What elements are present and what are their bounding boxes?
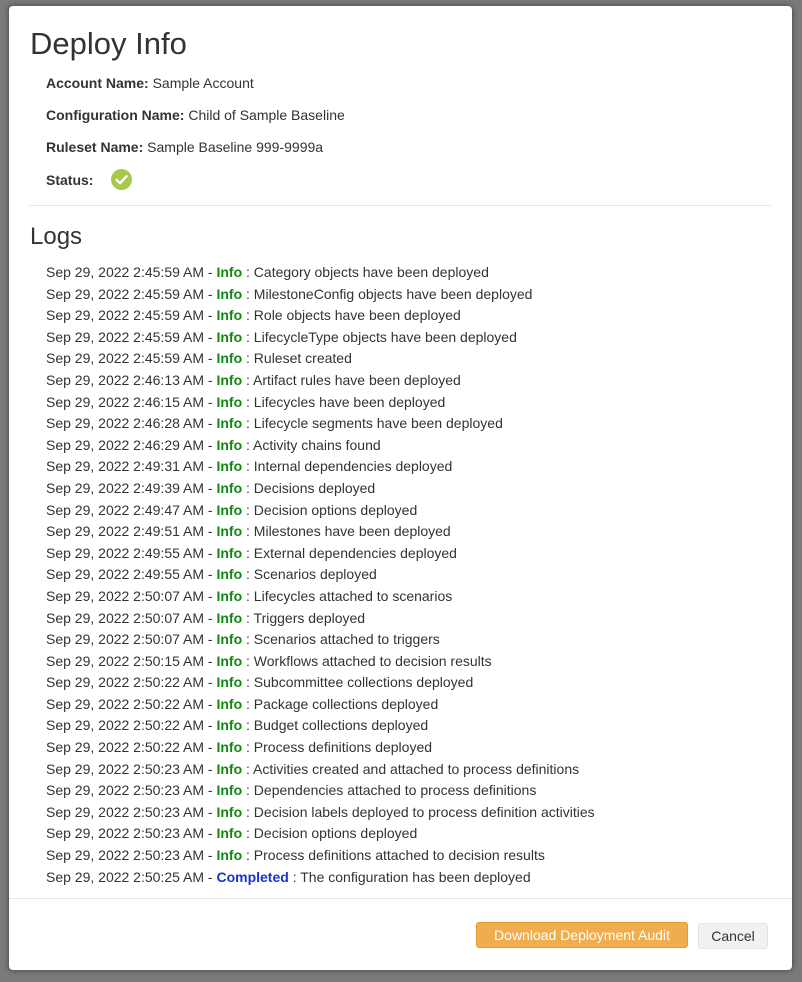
log-message: Scenarios deployed <box>253 566 377 583</box>
log-level: Info <box>216 371 243 388</box>
log-message: Lifecycles attached to scenarios <box>253 587 453 604</box>
log-message: Subcommittee collections deployed <box>253 674 474 691</box>
log-entry: Sep 29, 2022 2:50:22 AM - Info : Budget collections deployed <box>46 717 429 734</box>
log-level: Info <box>216 566 243 583</box>
account-name-row <box>46 74 254 92</box>
log-message: Lifecycles have been deployed <box>253 393 446 410</box>
status-label: Status: <box>46 172 94 188</box>
footer-divider <box>9 898 792 899</box>
log-timestamp: Sep 29, 2022 2:45:59 AM <box>46 264 205 280</box>
log-timestamp: Sep 29, 2022 2:45:59 AM <box>46 285 205 302</box>
log-timestamp: Sep 29, 2022 2:50:23 AM <box>46 803 205 820</box>
log-entry: Sep 29, 2022 2:49:47 AM - Info : Decision options deployed <box>46 501 418 518</box>
log-level: Info <box>216 652 243 669</box>
log-timestamp: Sep 29, 2022 2:49:47 AM <box>46 501 205 518</box>
log-entry: Sep 29, 2022 2:46:15 AM - Info : Lifecycles have been deployed <box>46 393 446 410</box>
log-message: Decision labels deployed to process definition activities <box>253 803 595 820</box>
log-message: Workflows attached to decision results <box>253 652 492 669</box>
log-level: Info <box>216 587 243 604</box>
log-message: Ruleset created <box>253 350 352 367</box>
log-timestamp: Sep 29, 2022 2:50:23 AM <box>46 760 205 777</box>
log-entry: Sep 29, 2022 2:49:55 AM - Info : Scenarios deployed <box>46 566 377 583</box>
log-timestamp: Sep 29, 2022 2:50:23 AM <box>46 847 205 864</box>
log-level: Info <box>216 479 243 496</box>
log-message: LifecycleType objects have been deployed <box>253 328 517 345</box>
log-entry: Sep 29, 2022 2:46:28 AM - Info : Lifecycle segments have been deployed <box>46 415 503 432</box>
log-message: Scenarios attached to triggers <box>253 631 440 648</box>
log-timestamp: Sep 29, 2022 2:50:22 AM <box>46 717 205 734</box>
log-entry: Sep 29, 2022 2:50:23 AM - Info : Decision options deployed <box>46 825 418 842</box>
log-message: Budget collections deployed <box>253 717 429 734</box>
ruleset-name-label: Ruleset Name: <box>46 139 144 155</box>
log-entry: Sep 29, 2022 2:45:59 AM - Info : Category objects have been deployed <box>46 264 489 280</box>
log-timestamp: Sep 29, 2022 2:46:15 AM <box>46 393 205 410</box>
log-entry: Sep 29, 2022 2:50:15 AM - Info : Workflows attached to decision results <box>46 652 492 669</box>
log-timestamp: Sep 29, 2022 2:50:07 AM <box>46 587 205 604</box>
log-timestamp: Sep 29, 2022 2:50:23 AM <box>46 782 205 799</box>
logs-title: Logs <box>30 223 83 250</box>
log-message: External dependencies deployed <box>253 544 457 561</box>
log-timestamp: Sep 29, 2022 2:50:23 AM <box>46 825 205 842</box>
log-level: Info <box>216 307 243 324</box>
log-level: Info <box>216 609 243 626</box>
log-timestamp: Sep 29, 2022 2:49:39 AM <box>46 479 205 496</box>
log-level: Info <box>216 544 243 561</box>
log-entry: Sep 29, 2022 2:45:59 AM - Info : LifecycleType objects have been deployed <box>46 328 517 345</box>
log-timestamp: Sep 29, 2022 2:46:28 AM <box>46 415 205 432</box>
log-level: Info <box>216 458 243 475</box>
status-row <box>46 171 93 189</box>
log-message: The configuration has been deployed <box>300 868 531 885</box>
log-timestamp: Sep 29, 2022 2:50:07 AM <box>46 609 205 626</box>
log-level: Info <box>216 739 243 756</box>
log-entry: Sep 29, 2022 2:50:22 AM - Info : Package collections deployed <box>46 695 439 712</box>
log-entry: Sep 29, 2022 2:46:29 AM - Info : Activity chains found <box>46 436 381 453</box>
log-entry: Sep 29, 2022 2:49:51 AM - Info : Milestones have been deployed <box>46 523 451 540</box>
log-timestamp: Sep 29, 2022 2:50:25 AM <box>46 868 205 885</box>
log-timestamp: Sep 29, 2022 2:49:51 AM <box>46 523 205 540</box>
log-list <box>46 262 776 888</box>
check-circle-icon <box>111 169 132 190</box>
log-message: Decision options deployed <box>253 825 418 842</box>
log-timestamp: Sep 29, 2022 2:49:55 AM <box>46 566 205 583</box>
account-name-value: Sample Account <box>152 75 254 91</box>
log-entry: Sep 29, 2022 2:50:23 AM - Info : Decision labels deployed to process definition activities <box>46 803 595 820</box>
log-message: Process definitions attached to decision results <box>253 847 545 864</box>
log-level: Info <box>216 501 243 518</box>
log-timestamp: Sep 29, 2022 2:45:59 AM <box>46 328 205 345</box>
log-level: Info <box>216 674 243 691</box>
log-level: Info <box>216 631 243 648</box>
log-message: MilestoneConfig objects have been deployed <box>253 285 533 302</box>
log-message: Artifact rules have been deployed <box>253 371 461 388</box>
log-level: Info <box>216 523 243 540</box>
log-timestamp: Sep 29, 2022 2:50:22 AM <box>46 695 205 712</box>
log-timestamp: Sep 29, 2022 2:50:22 AM <box>46 674 205 691</box>
configuration-name-row <box>46 106 345 124</box>
log-level: Info <box>216 328 243 345</box>
log-message: Decisions deployed <box>253 479 376 496</box>
log-entry: Sep 29, 2022 2:50:07 AM - Info : Lifecycles attached to scenarios <box>46 587 453 604</box>
dialog-title: Deploy Info <box>30 26 187 61</box>
log-entry: Sep 29, 2022 2:50:25 AM - Completed : The configuration has been deployed <box>46 868 531 885</box>
log-message: Triggers deployed <box>253 609 366 626</box>
log-message: Dependencies attached to process definitions <box>253 782 537 799</box>
log-message: Internal dependencies deployed <box>253 458 453 475</box>
ruleset-name-value: Sample Baseline 999-9999a <box>147 139 324 155</box>
log-entry: Sep 29, 2022 2:50:23 AM - Info : Dependencies attached to process definitions <box>46 782 537 799</box>
log-level: Info <box>216 847 243 864</box>
configuration-name-label: Configuration Name: <box>46 107 185 123</box>
log-level: Info <box>216 415 243 432</box>
log-timestamp: Sep 29, 2022 2:45:59 AM <box>46 307 205 324</box>
log-level: Info <box>216 264 243 280</box>
log-level: Info <box>216 803 243 820</box>
log-level: Info <box>216 782 243 799</box>
log-entry: Sep 29, 2022 2:49:55 AM - Info : External dependencies deployed <box>46 544 457 561</box>
log-level: Info <box>216 695 243 712</box>
log-timestamp: Sep 29, 2022 2:46:29 AM <box>46 436 205 453</box>
log-entry: Sep 29, 2022 2:45:59 AM - Info : MilestoneConfig objects have been deployed <box>46 285 533 302</box>
log-message: Lifecycle segments have been deployed <box>253 415 503 432</box>
log-entry: Sep 29, 2022 2:50:07 AM - Info : Scenarios attached to triggers <box>46 631 440 648</box>
log-entry: Sep 29, 2022 2:49:31 AM - Info : Internal dependencies deployed <box>46 458 453 475</box>
log-timestamp: Sep 29, 2022 2:46:13 AM <box>46 371 205 388</box>
log-entry: Sep 29, 2022 2:46:13 AM - Info : Artifact rules have been deployed <box>46 371 461 388</box>
log-level: Info <box>216 393 243 410</box>
log-level: Completed <box>216 868 289 885</box>
log-level: Info <box>216 717 243 734</box>
configuration-name-value: Child of Sample Baseline <box>188 107 345 123</box>
log-timestamp: Sep 29, 2022 2:49:55 AM <box>46 544 205 561</box>
log-entry: Sep 29, 2022 2:49:39 AM - Info : Decisions deployed <box>46 479 376 496</box>
account-name-label: Account Name: <box>46 75 149 91</box>
log-timestamp: Sep 29, 2022 2:50:15 AM <box>46 652 205 669</box>
log-level: Info <box>216 825 243 842</box>
log-level: Info <box>216 350 243 367</box>
log-message: Decision options deployed <box>253 501 418 518</box>
log-level: Info <box>216 436 243 453</box>
log-entry: Sep 29, 2022 2:50:07 AM - Info : Triggers deployed <box>46 609 366 626</box>
log-message: Activities created and attached to process definitions <box>253 760 580 777</box>
log-level: Info <box>216 285 243 302</box>
log-message: Role objects have been deployed <box>253 307 461 324</box>
log-timestamp: Sep 29, 2022 2:45:59 AM <box>46 350 205 367</box>
log-timestamp: Sep 29, 2022 2:50:22 AM <box>46 739 205 756</box>
download-deployment-audit-button[interactable]: Download Deployment Audit <box>476 922 688 948</box>
log-timestamp: Sep 29, 2022 2:50:07 AM <box>46 631 205 648</box>
log-message: Package collections deployed <box>253 695 439 712</box>
log-entry: Sep 29, 2022 2:50:23 AM - Info : Activities created and attached to process definitions <box>46 760 580 777</box>
log-entry: Sep 29, 2022 2:50:22 AM - Info : Subcommittee collections deployed <box>46 674 474 691</box>
ruleset-name-row <box>46 138 323 156</box>
log-timestamp: Sep 29, 2022 2:49:31 AM <box>46 458 205 475</box>
log-level: Info <box>216 760 243 777</box>
log-message: Milestones have been deployed <box>253 523 451 540</box>
log-message: Activity chains found <box>253 436 381 453</box>
deploy-info-dialog <box>9 6 792 970</box>
log-entry: Sep 29, 2022 2:50:22 AM - Info : Process definitions deployed <box>46 739 433 756</box>
section-divider <box>29 205 771 206</box>
cancel-button[interactable]: Cancel <box>698 923 768 949</box>
log-message: Process definitions deployed <box>253 739 433 756</box>
log-entry: Sep 29, 2022 2:45:59 AM - Info : Ruleset created <box>46 350 352 367</box>
log-message: Category objects have been deployed <box>253 264 489 280</box>
log-entry: Sep 29, 2022 2:45:59 AM - Info : Role objects have been deployed <box>46 307 461 324</box>
log-entry: Sep 29, 2022 2:50:23 AM - Info : Process definitions attached to decision results <box>46 847 545 864</box>
